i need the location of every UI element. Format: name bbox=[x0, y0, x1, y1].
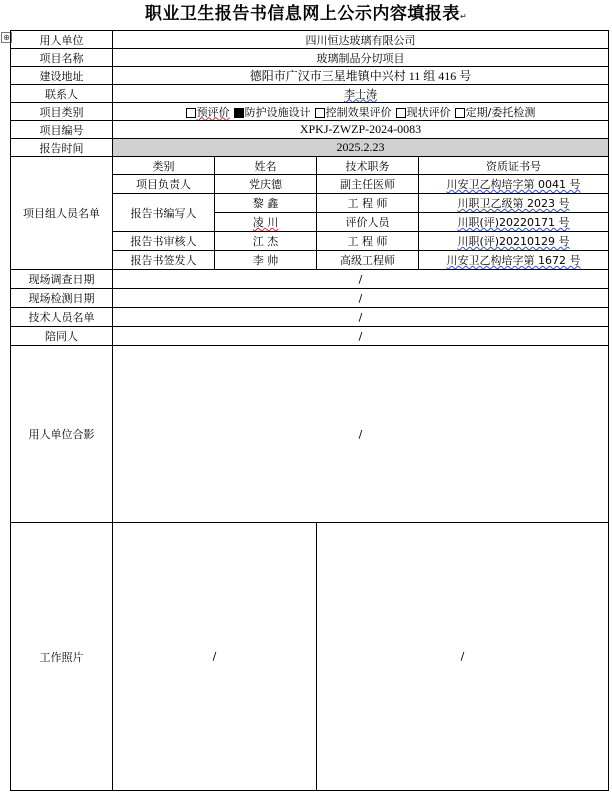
address-text: 德阳市广汉市三星堆镇中兴村 11 组 416 号 bbox=[249, 69, 472, 83]
member-category: 项目负责人 bbox=[113, 175, 215, 194]
row-technicians bbox=[11, 308, 609, 327]
row-project-no bbox=[11, 121, 609, 139]
project-name-label: 项目名称 bbox=[11, 49, 113, 67]
row-project-name bbox=[11, 49, 609, 67]
member-cert[interactable]: 川安卫乙构培字第 0041 号 bbox=[419, 175, 609, 194]
member-name[interactable]: 凌 川 bbox=[215, 213, 317, 232]
report-time-text: 2025.2.23 bbox=[336, 140, 385, 154]
work-photos-label: 工作照片 bbox=[11, 523, 113, 791]
checkbox-checked-icon bbox=[234, 108, 244, 118]
member-title[interactable]: 高级工程师 bbox=[317, 251, 419, 270]
member-category: 报告书编写人 bbox=[113, 194, 215, 232]
members-header-name: 姓名 bbox=[215, 157, 317, 175]
row-category bbox=[11, 103, 609, 121]
project-name-value[interactable]: 玻璃制品分切项目 bbox=[113, 49, 609, 67]
members-header-category: 类别 bbox=[113, 157, 215, 175]
table-move-handle-icon[interactable]: ⊕ bbox=[1, 32, 12, 43]
checkbox-icon bbox=[455, 108, 465, 118]
member-cert[interactable]: 川职卫乙级第 2023 号 bbox=[419, 194, 609, 213]
row-group-photo bbox=[11, 346, 609, 523]
category-label: 项目类别 bbox=[11, 103, 113, 121]
member-title[interactable]: 工 程 师 bbox=[317, 232, 419, 251]
option-status-evaluation[interactable]: 现状评价 bbox=[396, 106, 451, 119]
employer-label: 用人单位 bbox=[11, 31, 113, 49]
option-pre-evaluation[interactable]: 预评价 bbox=[186, 106, 230, 119]
technicians-value[interactable]: / bbox=[113, 308, 609, 327]
report-time-value[interactable] bbox=[113, 139, 609, 157]
member-title[interactable]: 评价人员 bbox=[317, 213, 419, 232]
companion-value[interactable]: / bbox=[113, 327, 609, 346]
member-name[interactable]: 黎 鑫 bbox=[215, 194, 317, 213]
report-time-label: 报告时间 bbox=[11, 139, 113, 157]
member-name[interactable]: 李 帅 bbox=[215, 251, 317, 270]
contact-text: 李士涛 bbox=[344, 87, 377, 101]
employer-value[interactable]: 四川恒达玻璃有限公司 bbox=[113, 31, 609, 49]
checkbox-icon bbox=[396, 108, 406, 118]
members-label: 项目组人员名单 bbox=[11, 157, 113, 270]
paragraph-mark: ↵ bbox=[459, 12, 468, 21]
member-category: 报告书审核人 bbox=[113, 232, 215, 251]
row-work-photos bbox=[11, 523, 609, 791]
member-cert[interactable]: 川安卫乙构培字第 1672 号 bbox=[419, 251, 609, 270]
member-title[interactable]: 副主任医师 bbox=[317, 175, 419, 194]
test-date-value[interactable]: / bbox=[113, 289, 609, 308]
row-test-date bbox=[11, 289, 609, 308]
option-control-effect[interactable]: 控制效果评价 bbox=[315, 106, 392, 119]
row-address bbox=[11, 67, 609, 85]
category-options bbox=[113, 103, 609, 121]
members-header-title: 技术职务 bbox=[317, 157, 419, 175]
member-name[interactable]: 党庆德 bbox=[215, 175, 317, 194]
survey-date-label: 现场调查日期 bbox=[11, 270, 113, 289]
row-report-time bbox=[11, 139, 609, 157]
project-no-text: XPKJ-ZWZP-2024-0083 bbox=[299, 122, 422, 136]
test-date-label: 现场检测日期 bbox=[11, 289, 113, 308]
checkbox-icon bbox=[186, 108, 196, 118]
address-label: 建设地址 bbox=[11, 67, 113, 85]
contact-label: 联系人 bbox=[11, 85, 113, 103]
project-no-value[interactable] bbox=[113, 121, 609, 139]
row-companion bbox=[11, 327, 609, 346]
project-no-label: 项目编号 bbox=[11, 121, 113, 139]
survey-date-value[interactable]: / bbox=[113, 270, 609, 289]
group-photo-area[interactable]: / bbox=[113, 346, 609, 523]
member-title[interactable]: 工 程 师 bbox=[317, 194, 419, 213]
technicians-label: 技术人员名单 bbox=[11, 308, 113, 327]
form-title-text: 职业卫生报告书信息网上公示内容填报表 bbox=[144, 4, 460, 24]
companion-label: 陪同人 bbox=[11, 327, 113, 346]
work-photo-left[interactable]: / bbox=[113, 523, 317, 791]
row-survey-date bbox=[11, 270, 609, 289]
option-periodic-inspection[interactable]: 定期/委托检测 bbox=[455, 106, 536, 119]
members-header-row bbox=[11, 157, 609, 175]
work-photo-right[interactable]: / bbox=[317, 523, 609, 791]
row-contact bbox=[11, 85, 609, 103]
address-value[interactable] bbox=[113, 67, 609, 85]
form-title bbox=[0, 2, 612, 28]
contact-value[interactable] bbox=[113, 85, 609, 103]
option-protection-design[interactable]: 防护设施设计 bbox=[234, 106, 311, 119]
checkbox-icon bbox=[315, 108, 325, 118]
member-cert[interactable]: 川职(评)20220171 号 bbox=[419, 213, 609, 232]
row-employer bbox=[11, 31, 609, 49]
member-name[interactable]: 江 杰 bbox=[215, 232, 317, 251]
members-header-cert: 资质证书号 bbox=[419, 157, 609, 175]
group-photo-label: 用人单位合影 bbox=[11, 346, 113, 523]
member-category: 报告书签发人 bbox=[113, 251, 215, 270]
member-cert[interactable]: 川职(评)20210129 号 bbox=[419, 232, 609, 251]
disclosure-form-table bbox=[10, 30, 609, 791]
